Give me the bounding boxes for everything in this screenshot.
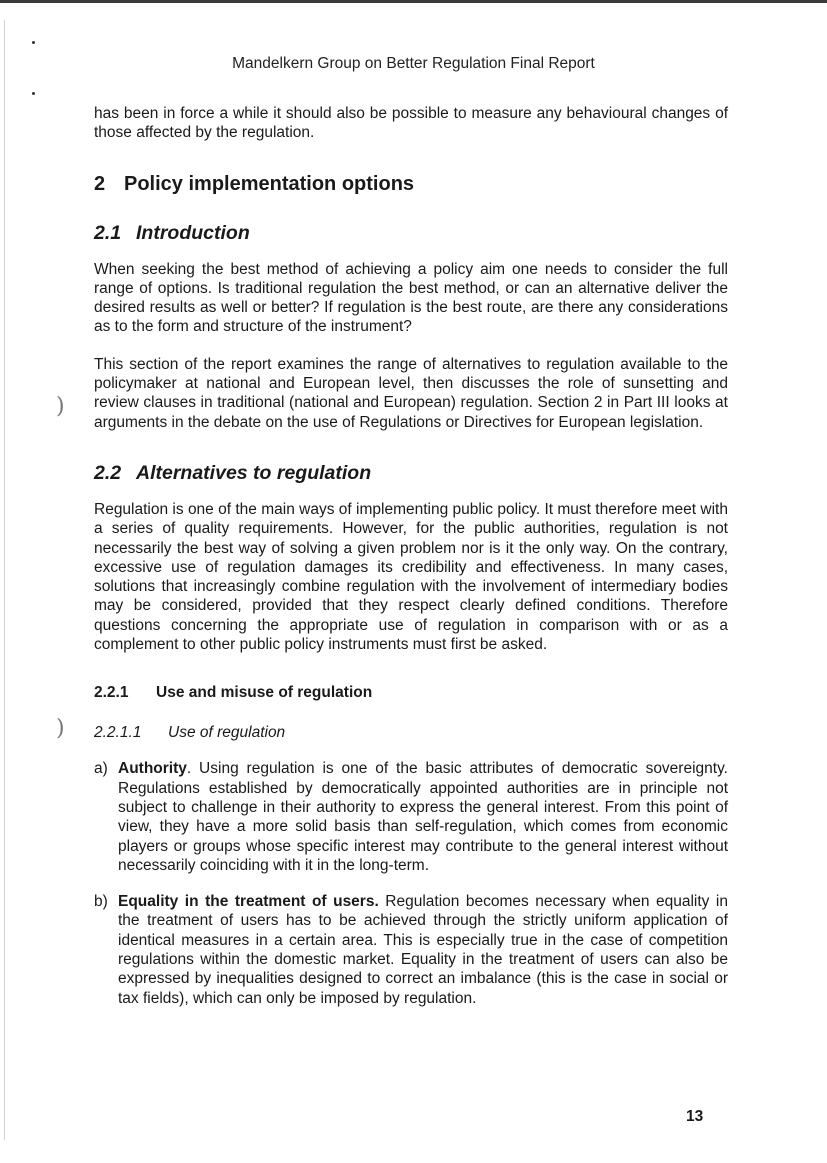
scan-mark: ): [56, 394, 65, 419]
section-number: 2: [94, 172, 106, 195]
section-number: 2.2: [94, 461, 122, 484]
section-title: Use and misuse of regulation: [156, 684, 373, 702]
section-heading-2-1: [94, 222, 728, 245]
list-text: Regulation becomes necessary when equality in the treatment of users has to be achieved through the strictly uniform application of identical measures in a certain area. This is especially true in the case of competition regulations within the domestic market. Equality in the treatment of users can also be expressed by inequalities designed to correct an imbalance (this is the case in social or tax fields), which can only be imposed by regulation.: [118, 893, 728, 1007]
section-title: Use of regulation: [168, 724, 286, 742]
scan-dot: [32, 92, 35, 95]
list-term: Authority: [118, 760, 187, 778]
section-heading-2-2-1: [94, 684, 728, 702]
list-marker: b): [94, 893, 108, 911]
section-heading-2-2-1-1: [94, 724, 728, 742]
section-title: Alternatives to regulation: [136, 461, 372, 484]
section-heading-2: [94, 173, 728, 196]
page-number: 13: [686, 1108, 704, 1125]
list-text: . Using regulation is one of the basic attributes of democratic sovereignty. Regulations established by democratically appointed authorities are in principle not subject to challenge in their authority to express the general interest. From this point of view, they have a more solid basis than self-regulation, which comes from economic players or groups whose specific interest may contribute to the general interest without necessarily coinciding with it in the long-term.: [118, 760, 728, 874]
section-title: Introduction: [136, 221, 250, 244]
section-title: Policy implementation options: [124, 172, 415, 195]
section-number: 2.2.1: [94, 684, 129, 702]
scan-left-edge: [4, 20, 5, 1140]
list-marker: a): [94, 760, 108, 778]
page-top-rule: [0, 0, 827, 3]
scan-dot: [32, 41, 35, 44]
list-term: Equality in the treatment of users.: [118, 893, 379, 911]
alternatives-paragraph: Regulation is one of the main ways of implementing public policy. It must therefore meet with a series of quality requirements. However, for the public authorities, regulation is not necessarily the best way of solving a given problem nor is it the only way. On the contrary, excessive use of regulation damages its credibility and effectiveness. In many cases, solutions that increasingly combine regulation with the involvement of intermediary bodies may be considered, provided that they respect clearly defined conditions. Therefore questions concerning the appropriate use of regulation in comparison with or as a complement to other public policy instruments must first be asked.: [94, 500, 728, 654]
intro-paragraph: has been in force a while it should also be possible to measure any behavioural changes of those affected by the regulation.: [94, 105, 728, 142]
section-heading-2-2: [94, 462, 728, 485]
section-number: 2.2.1.1: [94, 724, 142, 742]
running-header: Mandelkern Group on Better Regulation Final Report: [232, 55, 595, 72]
intro-paragraph-2: This section of the report examines the range of alternatives to regulation available to the policymaker at national and European level, then discusses the role of sunsetting and review clauses in traditional (national and European) regulation. Section 2 in Part III looks at arguments in the debate on the use of Regulations or Directives for European legislation.: [94, 355, 728, 431]
section-number: 2.1: [94, 221, 122, 244]
scan-mark: ): [56, 716, 65, 741]
page-content: [94, 104, 728, 1008]
list-item-authority: [94, 759, 728, 875]
list-item-equality: [94, 892, 728, 1008]
intro-paragraph-1: When seeking the best method of achieving a policy aim one needs to consider the full range of options. Is traditional regulation the best method, or can an alternative deliver the desired results as well or better? If regulation is the best route, are there any considerations as to the form and structure of the instrument?: [94, 260, 728, 336]
